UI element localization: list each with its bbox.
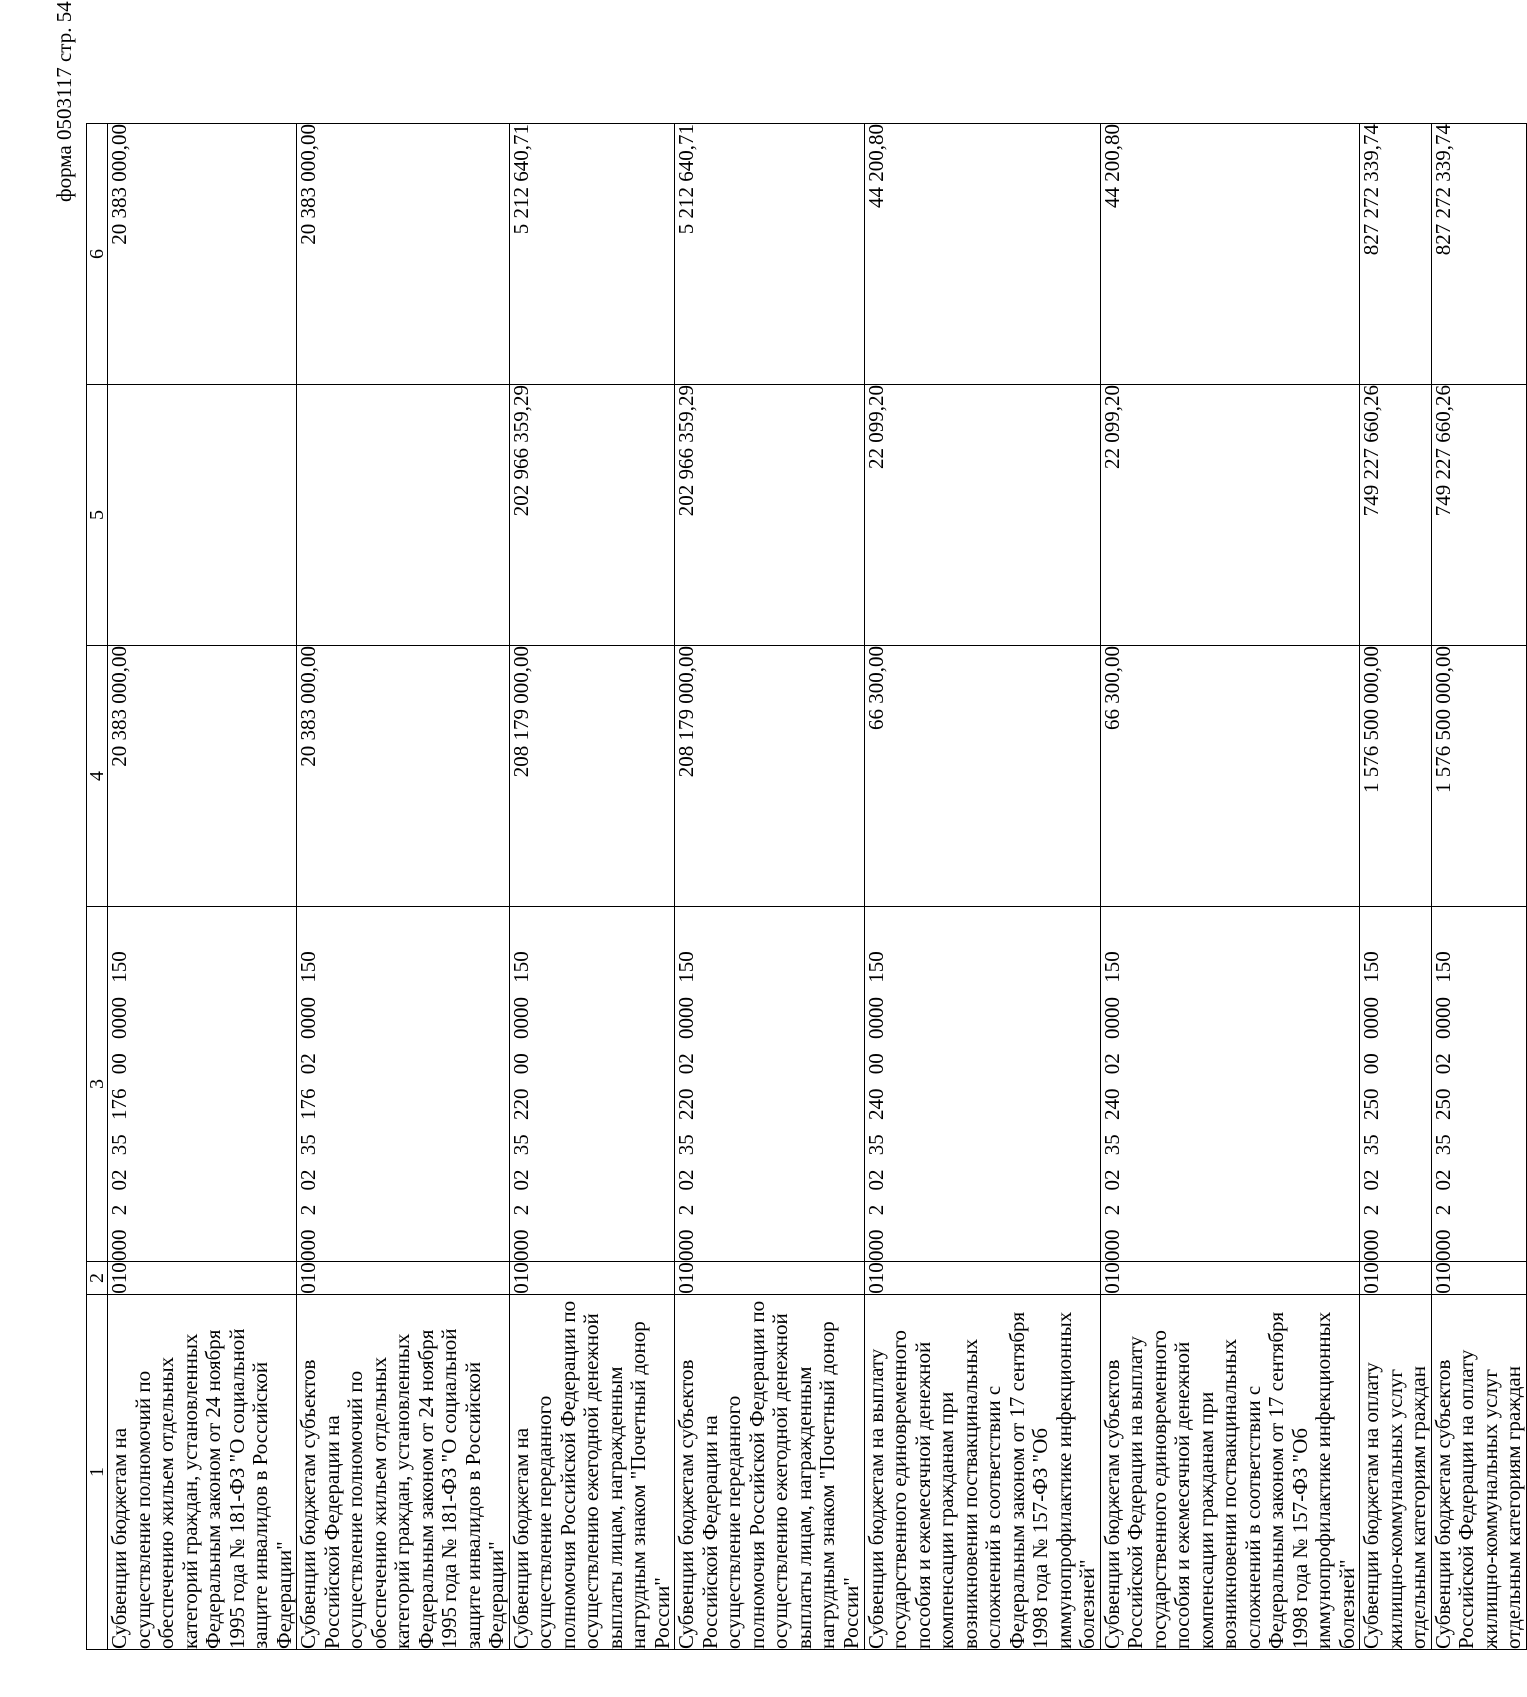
table-row bbox=[675, 124, 864, 1650]
line-code: 010 bbox=[1100, 1262, 1360, 1295]
table-row bbox=[509, 124, 675, 1650]
approved-amount: 20 383 000,00 bbox=[297, 646, 510, 907]
executed-amount: 22 099,20 bbox=[864, 385, 1100, 646]
row-name: Субвенции бюджетам на осуществление переданного полномочия Российской Федерации по осуществлению ежегодной денежной выплаты лицам, награжденным нагрудным знаком "Почетный донор России" bbox=[509, 1295, 675, 1650]
line-code: 010 bbox=[1360, 1262, 1432, 1295]
budget-code: 000 2 02 35 220 00 0000 150 bbox=[509, 907, 675, 1262]
unexecuted-amount: 5 212 640,71 bbox=[509, 124, 675, 385]
column-header: 1 bbox=[87, 1295, 108, 1650]
line-code: 010 bbox=[108, 1262, 297, 1295]
executed-amount: 202 966 359,29 bbox=[675, 385, 864, 646]
approved-amount: 66 300,00 bbox=[1100, 646, 1360, 907]
budget-code: 000 2 02 35 240 02 0000 150 bbox=[1100, 907, 1360, 1262]
unexecuted-amount: 827 272 339,74 bbox=[1360, 124, 1432, 385]
row-name: Субвенции бюджетам субъектов Российской Федерации на осуществление полномочий по обеспечению жильем отдельных категорий граждан, установленных Федеральным законом от 24 ноября 1995 года № 181-ФЗ "О социальной защите инвалидов в Российской Федерации" bbox=[297, 1295, 510, 1650]
column-header: 6 bbox=[87, 124, 108, 385]
column-header: 4 bbox=[87, 646, 108, 907]
table-row bbox=[297, 124, 510, 1650]
column-header: 2 bbox=[87, 1262, 108, 1295]
table-row bbox=[1360, 124, 1432, 1650]
budget-code: 000 2 02 35 240 00 0000 150 bbox=[864, 907, 1100, 1262]
unexecuted-amount: 44 200,80 bbox=[864, 124, 1100, 385]
approved-amount: 1 576 500 000,00 bbox=[1360, 646, 1432, 907]
line-code: 010 bbox=[864, 1262, 1100, 1295]
budget-code: 000 2 02 35 220 02 0000 150 bbox=[675, 907, 864, 1262]
executed-amount: 749 227 660,26 bbox=[1360, 385, 1432, 646]
row-name: Субвенции бюджетам субъектов Российской Федерации на оплату жилищно-коммунальных услуг отдельным категориям граждан bbox=[1431, 1295, 1526, 1650]
row-name: Субвенции бюджетам субъектов Российской Федерации на выплату государственного единовременного пособия и ежемесячной денежной компенсации гражданам при возникновении поствакцинальных осложнений в соответствии с Федеральным законом от 17 сентября 1998 года № 157-ФЗ "Об иммунопрофилактике инфекционных болезней" bbox=[1100, 1295, 1360, 1650]
column-header: 5 bbox=[87, 385, 108, 646]
approved-amount: 1 576 500 000,00 bbox=[1431, 646, 1526, 907]
executed-amount: 202 966 359,29 bbox=[509, 385, 675, 646]
report-table bbox=[86, 123, 1527, 1650]
unexecuted-amount: 5 212 640,71 bbox=[675, 124, 864, 385]
unexecuted-amount: 827 272 339,74 bbox=[1431, 124, 1526, 385]
approved-amount: 208 179 000,00 bbox=[675, 646, 864, 907]
line-code: 010 bbox=[297, 1262, 510, 1295]
table-row bbox=[1431, 124, 1526, 1650]
executed-amount bbox=[297, 385, 510, 646]
unexecuted-amount: 20 383 000,00 bbox=[108, 124, 297, 385]
table-row bbox=[864, 124, 1100, 1650]
table-row bbox=[108, 124, 297, 1650]
executed-amount bbox=[108, 385, 297, 646]
table-row bbox=[1100, 124, 1360, 1650]
column-header: 3 bbox=[87, 907, 108, 1262]
executed-amount: 22 099,20 bbox=[1100, 385, 1360, 646]
line-code: 010 bbox=[1431, 1262, 1526, 1295]
executed-amount: 749 227 660,26 bbox=[1431, 385, 1526, 646]
line-code: 010 bbox=[509, 1262, 675, 1295]
approved-amount: 208 179 000,00 bbox=[509, 646, 675, 907]
approved-amount: 66 300,00 bbox=[864, 646, 1100, 907]
row-name: Субвенции бюджетам на осуществление полномочий по обеспечению жильем отдельных категорий граждан, установленных Федеральным законом от 24 ноября 1995 года № 181-ФЗ "О социальной защите инвалидов в Российской Федерации" bbox=[108, 1295, 297, 1650]
row-name: Субвенции бюджетам на выплату государственного единовременного пособия и ежемесячной денежной компенсации гражданам при возникновении поствакцинальных осложнений в соответствии с Федеральным законом от 17 сентября 1998 года № 157-ФЗ "Об иммунопрофилактике инфекционных болезней" bbox=[864, 1295, 1100, 1650]
budget-code: 000 2 02 35 250 02 0000 150 bbox=[1431, 907, 1526, 1262]
header-row bbox=[87, 124, 108, 1650]
row-name: Субвенции бюджетам субъектов Российской Федерации на осуществление переданного полномочия Российской Федерации по осуществлению ежегодной денежной выплаты лицам, награжденным нагрудным знаком "Почетный донор России" bbox=[675, 1295, 864, 1650]
line-code: 010 bbox=[675, 1262, 864, 1295]
budget-code: 000 2 02 35 176 00 0000 150 bbox=[108, 907, 297, 1262]
form-label: форма 0503117 стр. 54 bbox=[52, 1, 76, 202]
approved-amount: 20 383 000,00 bbox=[108, 646, 297, 907]
unexecuted-amount: 44 200,80 bbox=[1100, 124, 1360, 385]
budget-code: 000 2 02 35 250 00 0000 150 bbox=[1360, 907, 1432, 1262]
row-name: Субвенции бюджетам на оплату жилищно-коммунальных услуг отдельным категориям граждан bbox=[1360, 1295, 1432, 1650]
budget-code: 000 2 02 35 176 02 0000 150 bbox=[297, 907, 510, 1262]
unexecuted-amount: 20 383 000,00 bbox=[297, 124, 510, 385]
